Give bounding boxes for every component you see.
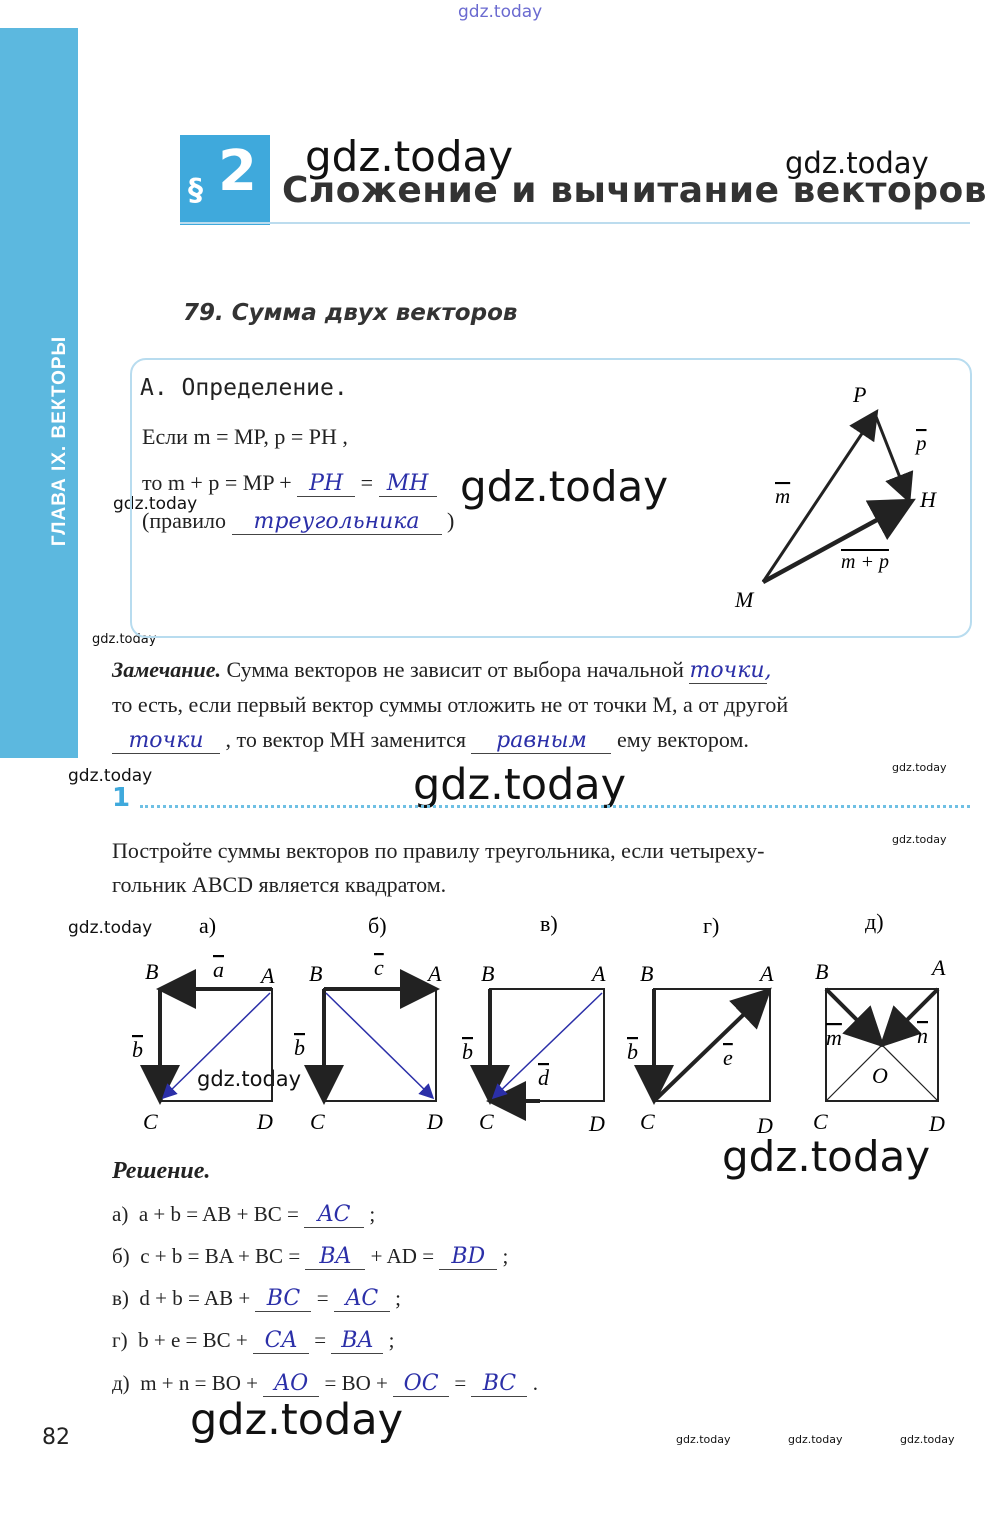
row-expression: b + e = BC + — [138, 1328, 248, 1352]
answer-blank: треугольника — [232, 509, 442, 535]
section-title: Сложение и вычитание векторов — [282, 170, 988, 211]
row-expression: a + b = AB + BC = — [138, 1202, 299, 1226]
point-label: P — [853, 382, 867, 407]
figure-label: д) — [865, 909, 884, 934]
remark-text: ему вектором. — [616, 727, 749, 752]
watermark: gdz.today — [788, 1433, 843, 1446]
remark-line3 — [112, 727, 749, 754]
figure-label: г) — [703, 913, 720, 938]
corner-label: A — [428, 961, 442, 986]
answer-blank: BA — [305, 1244, 365, 1270]
answer-blank: BA — [331, 1328, 383, 1354]
row-expression: = — [316, 1286, 329, 1310]
definition-line3-suffix: ) — [447, 508, 455, 533]
row-expression: = — [314, 1328, 327, 1352]
triangle-figure — [720, 370, 960, 620]
vector-label: e — [723, 1045, 733, 1070]
row-expression: c + b = BA + BC = — [140, 1244, 301, 1268]
point-label: H — [920, 487, 936, 512]
watermark: gdz.today — [892, 833, 947, 846]
vector-label: m + p — [841, 551, 889, 573]
section-badge — [180, 135, 270, 225]
watermark: gdz.today — [460, 462, 669, 511]
row-label: б) — [112, 1244, 130, 1268]
answer-blank: BC — [255, 1286, 311, 1312]
vector-label: p — [916, 431, 927, 455]
remark-title: Замечание. — [112, 657, 222, 682]
watermark: gdz.today — [413, 760, 627, 810]
watermark: gdz.today — [900, 1433, 955, 1446]
corner-label: B — [309, 961, 323, 986]
remark-text: Сумма векторов не зависит от выбора начальной — [226, 657, 684, 682]
answer-blank: AC — [334, 1286, 390, 1312]
definition-line3 — [142, 508, 454, 535]
answer-blank: равным — [471, 728, 611, 754]
watermark: gdz.today — [92, 632, 157, 647]
watermark: gdz.today — [197, 1067, 302, 1091]
row-tail: ; — [502, 1244, 509, 1268]
definition-line1: Если m = MP, p = PH , — [142, 424, 348, 449]
definition-line2 — [142, 470, 437, 497]
task-divider — [140, 805, 970, 808]
watermark: gdz.today — [305, 132, 514, 181]
corner-label: D — [757, 1113, 773, 1138]
answer-vector-bd — [326, 993, 432, 1097]
solution-row — [112, 1202, 375, 1228]
vector-e — [654, 993, 766, 1101]
corner-label: B — [640, 961, 654, 986]
answer-blank: PH — [297, 471, 355, 497]
task-number: 1 — [112, 783, 131, 813]
answer-blank: OC — [393, 1371, 449, 1397]
vector-label: m — [775, 484, 791, 508]
answer-blank: BD — [439, 1244, 497, 1270]
corner-label: B — [145, 959, 159, 984]
corner-label: C — [640, 1109, 655, 1134]
vector-label: d — [538, 1065, 549, 1090]
corner-label: C — [479, 1109, 494, 1134]
solution-row — [112, 1328, 394, 1354]
answer-blank: точки — [112, 728, 220, 754]
corner-label: B — [815, 959, 829, 984]
answer-blank: BC — [471, 1371, 527, 1397]
row-label: а) — [112, 1202, 129, 1226]
corner-label: A — [592, 961, 606, 986]
answer-blank: MH — [379, 471, 437, 497]
vector-label: b — [132, 1037, 143, 1062]
solution-row — [112, 1286, 401, 1312]
vector-label: b — [462, 1039, 473, 1064]
page-number: 82 — [42, 1425, 70, 1450]
row-label: в) — [112, 1286, 129, 1310]
row-tail: . — [532, 1371, 538, 1395]
task-text: гольник ABCD является квадратом. — [112, 872, 447, 897]
remark-line1 — [112, 657, 772, 684]
row-tail: ; — [369, 1202, 376, 1226]
solution-row — [112, 1371, 538, 1397]
corner-label: D — [929, 1111, 945, 1136]
answer-blank: AO — [263, 1371, 319, 1397]
vector-label: b — [294, 1035, 305, 1060]
row-expression: d + b = AB + — [139, 1286, 251, 1310]
figure-label: в) — [540, 911, 558, 936]
answer-blank: AC — [304, 1202, 364, 1228]
row-expression: = — [454, 1371, 467, 1395]
corner-label: C — [813, 1109, 828, 1134]
watermark: gdz.today — [722, 1132, 931, 1181]
corner-label: D — [427, 1109, 443, 1134]
watermark: gdz.today — [458, 2, 543, 22]
corner-label: A — [932, 955, 946, 980]
row-tail: ; — [395, 1286, 401, 1310]
watermark: gdz.today — [113, 494, 198, 514]
vector-label: b — [627, 1039, 638, 1064]
definition-line3-prefix: (правило — [142, 508, 227, 533]
section-divider — [180, 222, 970, 224]
vector-label: m — [826, 1025, 842, 1050]
row-tail: ; — [388, 1328, 395, 1352]
answer-vector-ac — [164, 993, 270, 1097]
watermark: gdz.today — [68, 918, 153, 938]
watermark: gdz.today — [190, 1395, 404, 1445]
definition-line2-prefix: то m + p = MP + — [142, 470, 292, 495]
corner-label: A — [261, 963, 275, 988]
section-symbol: § — [188, 173, 203, 208]
figure-label: а) — [199, 913, 217, 938]
row-expression: m + n = BO + — [140, 1371, 258, 1395]
chapter-tab-label: ГЛАВА IX. ВЕКТОРЫ — [49, 335, 70, 547]
task-text: Постройте суммы векторов по правилу треугольника, если четырехy- — [112, 838, 765, 863]
answer-blank: CA — [253, 1328, 309, 1354]
equals-sign: = — [360, 470, 374, 495]
section-number: 2 — [218, 139, 257, 204]
vector-label: c — [374, 955, 384, 980]
topic-title: 79. Сумма двух векторов — [183, 300, 518, 326]
solution-title: Решение. — [112, 1158, 211, 1184]
center-label: O — [872, 1063, 888, 1088]
watermark: gdz.today — [785, 146, 929, 180]
squares-figures — [120, 905, 980, 1145]
vector-n — [885, 989, 938, 1042]
remark-line2: то есть, если первый вектор суммы отложить не от точки M, а от другой — [112, 692, 789, 717]
watermark: gdz.today — [676, 1433, 731, 1446]
row-label: г) — [112, 1328, 128, 1352]
definition-heading: А. Определение. — [140, 375, 348, 401]
figure-label: б) — [368, 913, 387, 938]
corner-label: A — [760, 961, 774, 986]
point-label: M — [735, 587, 754, 612]
watermark: gdz.today — [892, 761, 947, 774]
vector-p — [875, 414, 908, 498]
corner-label: C — [143, 1109, 158, 1134]
row-label: д) — [112, 1371, 130, 1395]
vector-label: n — [917, 1023, 928, 1048]
solution-row — [112, 1244, 508, 1270]
corner-label: D — [589, 1111, 605, 1136]
vector-label: a — [213, 957, 224, 982]
row-expression: = BO + — [324, 1371, 388, 1395]
corner-label: B — [481, 961, 495, 986]
answer-blank: точки, — [689, 658, 772, 683]
row-expression: + AD = — [370, 1244, 435, 1268]
watermark: gdz.today — [68, 766, 153, 786]
corner-label: C — [310, 1109, 325, 1134]
remark-text: , то вектор MH заменится — [225, 727, 466, 752]
corner-label: D — [257, 1109, 273, 1134]
